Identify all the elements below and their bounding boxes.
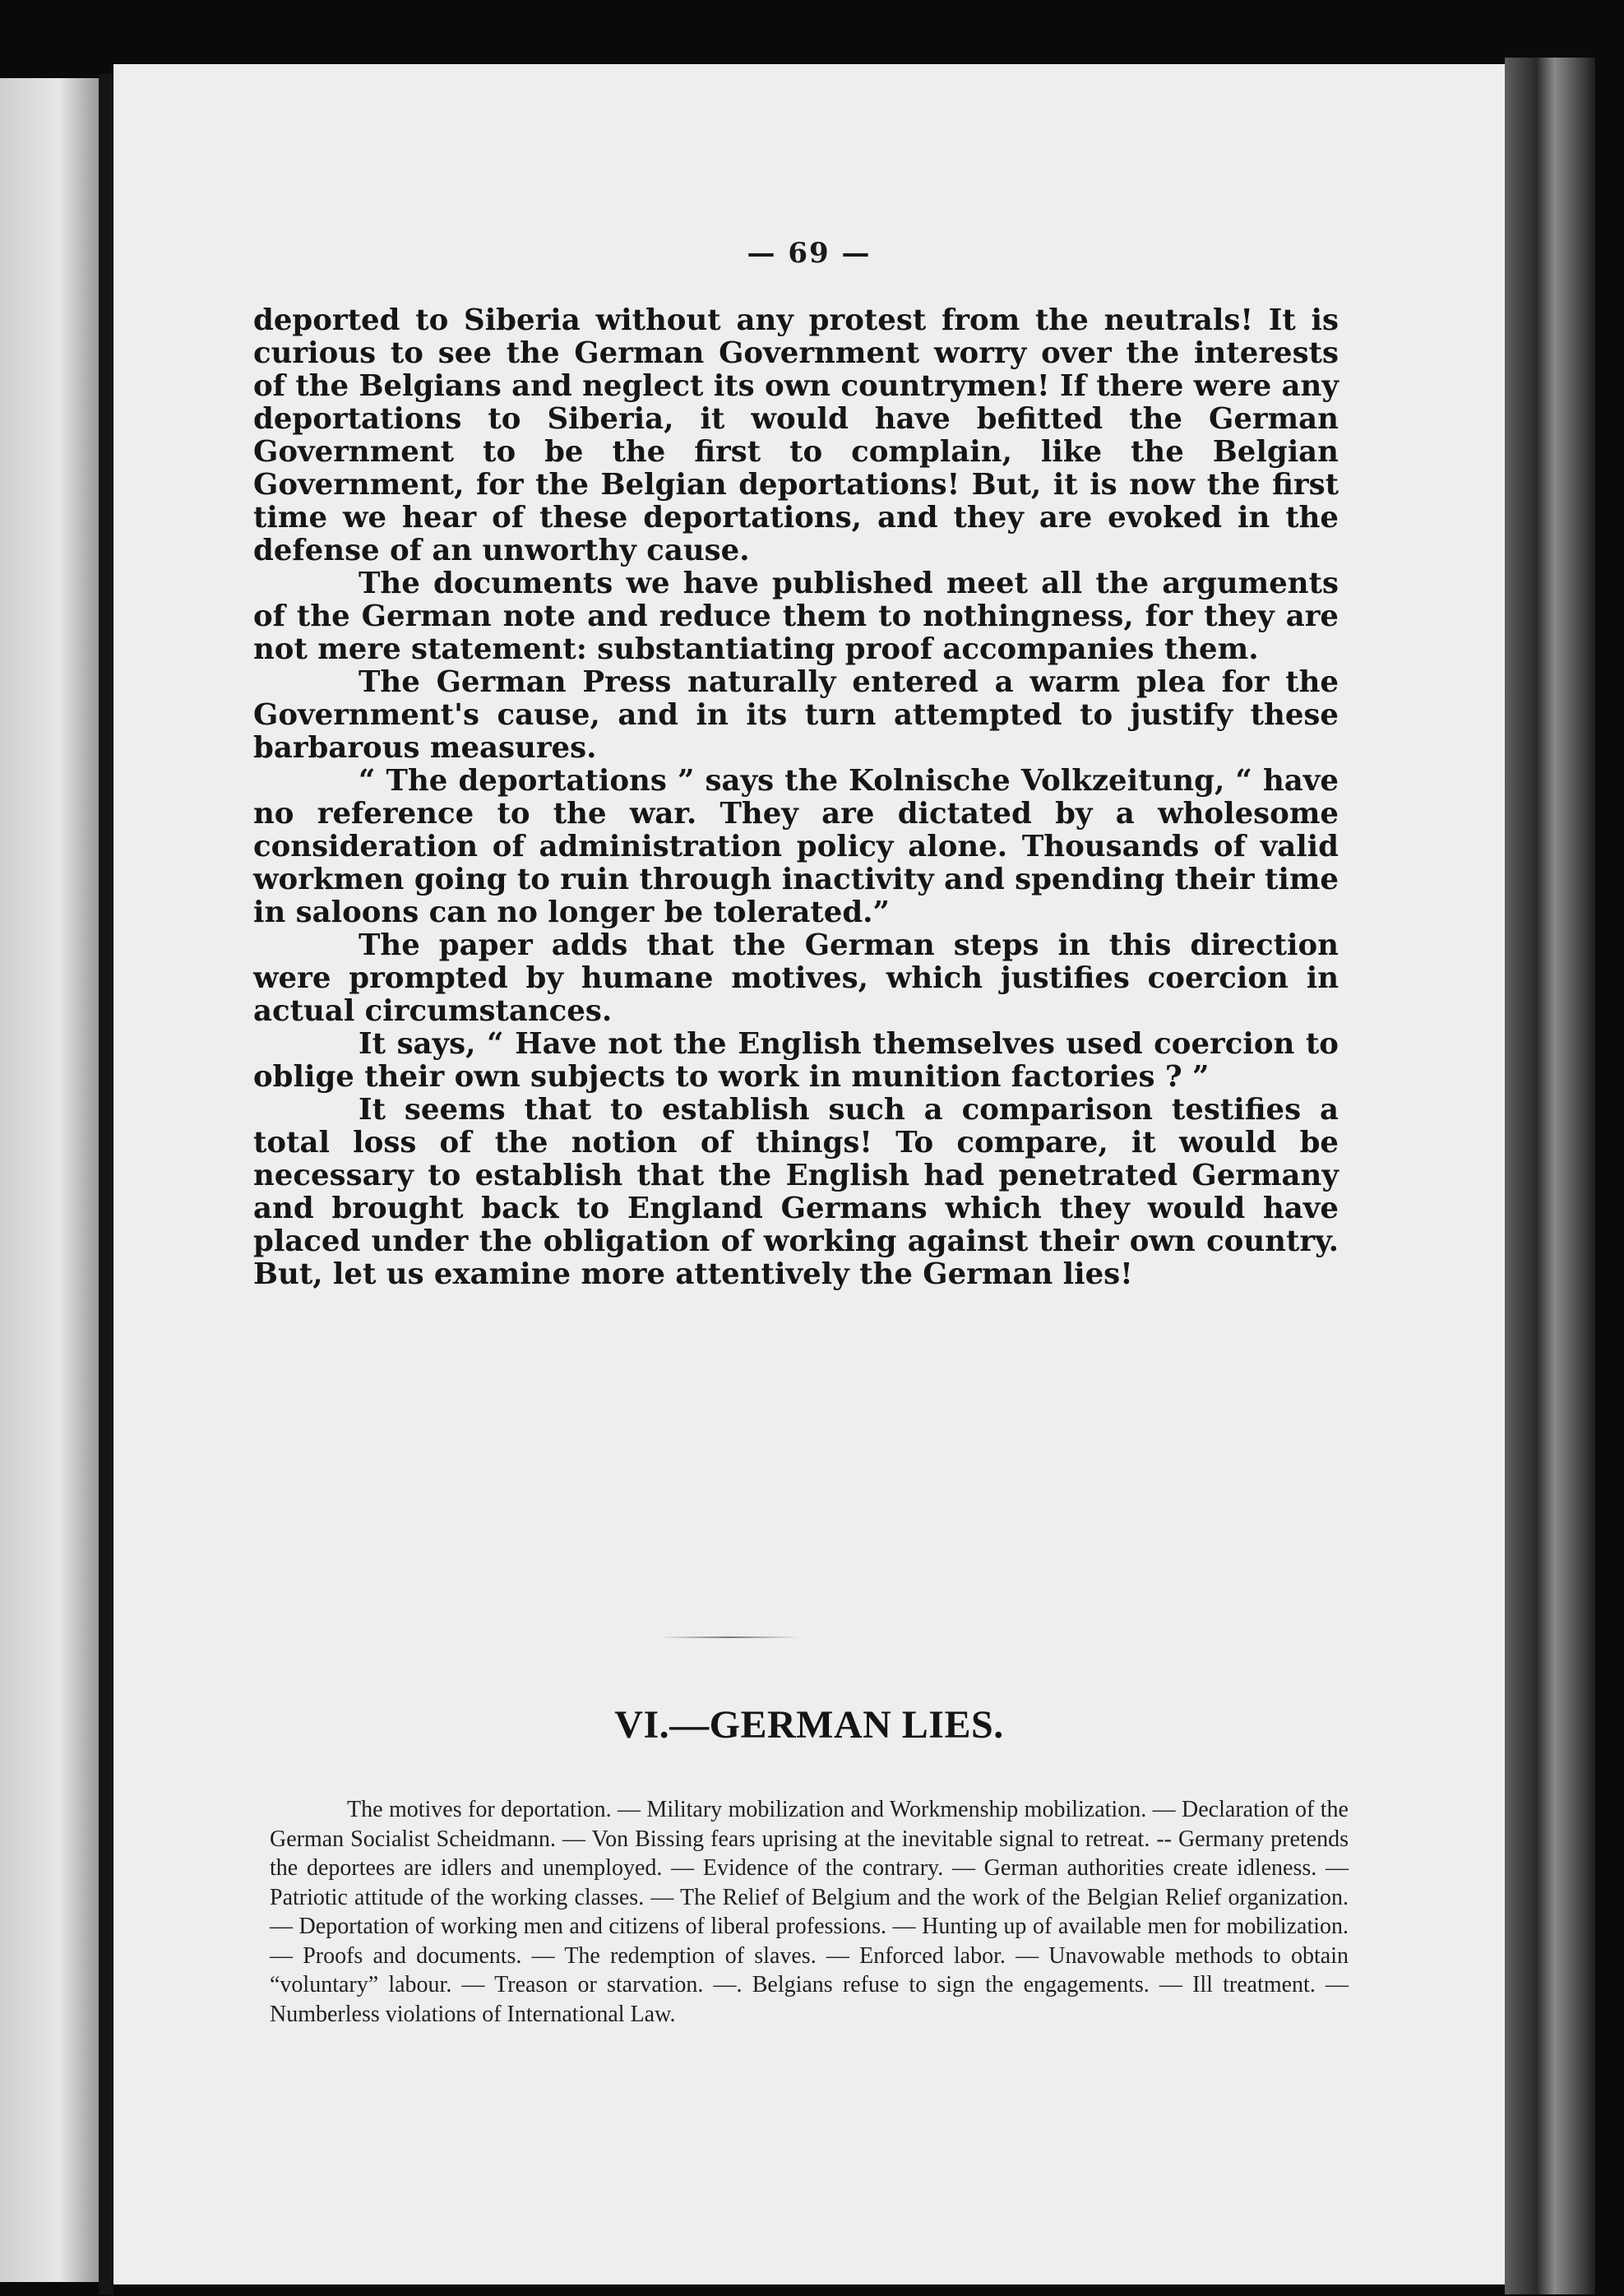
body-text [253, 304, 1339, 1291]
page-number: — 69 — [747, 237, 872, 270]
paragraph-6: It says, “ Have not the English themselves used coercion to oblige their own subjects to work in munition factories ? ” [253, 1027, 1339, 1094]
paragraph-3: The German Press naturally entered a warm plea for the Government's cause, and in its turn attempted to justify these barbarous measures. [253, 665, 1339, 765]
book-page [113, 64, 1505, 2284]
paragraph-4: “ The deportations ” says the Kolnische Volkzeitung, “ have no reference to the war. They are dictated by a wholesome consideration of administration policy alone. Thousands of valid workmen going to ruin through inactivity and spending their time in saloons can no longer be tolerated.” [253, 764, 1339, 929]
chapter-summary: The motives for deportation. — Military mobilization and Workmenship mobilization. — Declaration of the German Socialist Scheidmann. — Von Bissing fears uprising at the inevitable signal to retreat. -- Germany pretends the deportees are idlers and unemployed. — Evidence of the contrary. — German authorities create idleness. — Patriotic attitude of the working classes. — The Relief of Belgium and the work of the Belgian Relief organization. — Deportation of working men and citizens of liberal professions. — Hunting up of available men for mobilization. — Proofs and documents. — The redemption of slaves. — Enforced labor. — Unavowable methods to obtain “voluntary” labour. — Treason or starvation. —. Belgians refuse to sign the engagements. — Ill treatment. — Numberless violations of International Law. [270, 1797, 1349, 2027]
adjacent-page-edge [0, 78, 99, 2282]
section-divider [659, 1636, 799, 1638]
paragraph-5: The paper adds that the German steps in this direction were prompted by humane motives, which justifies coercion in actual circumstances. [253, 928, 1339, 1028]
page-stack-edge [1505, 58, 1595, 2294]
book-gutter [99, 74, 113, 2294]
paragraph-1: deported to Siberia without any protest from the neutrals! It is curious to see the German Government worry over the interests of the Belgians and neglect its own countrymen! If there were any deportations to Siberia, it would have befitted the German Government to be the first to complain, like the Belgian Government, for the Belgian deportations! But, it is now the first time we hear of these deportations, and they are evoked in the defense of an unworthy cause. [253, 303, 1339, 567]
paragraph-2: The documents we have published meet all the arguments of the German note and reduce them to nothingness, for they are not mere statement: substantiating proof accompanies them. [253, 567, 1339, 666]
chapter-title: VI.—GERMAN LIES. [614, 1703, 1004, 1747]
paragraph-7: It seems that to establish such a comparison testifies a total loss of the notion of things! To compare, it would be necessary to establish that the English had penetrated Germany and brought back to England Germans which they would have placed under the obligation of working against their own country. But, let us examine more attentively the German lies! [253, 1093, 1339, 1291]
